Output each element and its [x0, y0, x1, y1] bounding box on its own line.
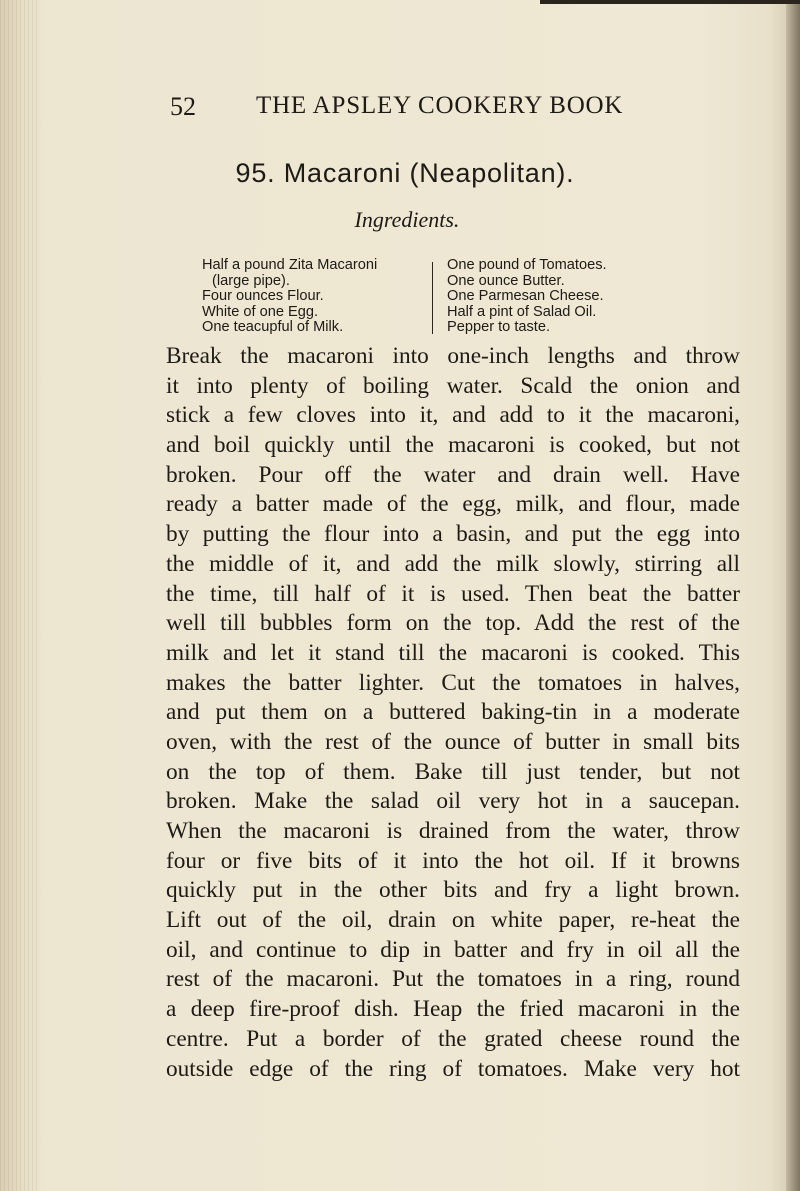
method-line: milk and let it stand till the macaroni is cooked. This	[166, 639, 740, 666]
method-line: the middle of it, and add the milk slowly, stirring all	[166, 550, 740, 577]
method-line: a deep fire-proof dish. Heap the fried macaroni in the	[166, 996, 740, 1023]
ingredients-heading: Ingredients.	[354, 207, 460, 232]
ingredient-item: White of one Egg.	[202, 303, 319, 320]
method-line: oven, with the rest of the ounce of butter in small bits	[166, 728, 740, 755]
page-number: 52	[170, 92, 196, 121]
ingredient-item: One teacupful of Milk.	[202, 319, 344, 336]
method-line: When the macaroni is drained from the water, throw	[166, 818, 740, 844]
method-line: broken. Make the salad oil very hot in a saucepan.	[166, 788, 740, 815]
ingredient-item: One pound of Tomatoes.	[447, 257, 607, 273]
method-line: it into plenty of boiling water. Scald the onion and	[166, 372, 740, 399]
method-line: quickly put in the other bits and fry a light brown.	[166, 877, 740, 904]
ingredient-item: Four ounces Flour.	[202, 288, 324, 305]
method-line: four or five bits of it into the hot oil. If it browns	[166, 847, 740, 874]
book-title: THE APSLEY COOKERY BOOK	[256, 92, 624, 119]
ingredients-right-column	[447, 258, 607, 336]
method-line: outside edge of the ring of tomatoes. Make very hot	[166, 1055, 740, 1082]
method-line: rest of the macaroni. Put the tomatoes in a ring, round	[166, 966, 740, 993]
method-line: by putting the flour into a basin, and put the egg into	[166, 521, 740, 548]
method-line: ready a batter made of the egg, milk, and flour, made	[166, 491, 740, 518]
top-rule	[540, 0, 800, 4]
method-line: Break the macaroni into one-inch lengths and throw	[166, 343, 740, 369]
method-paragraph	[166, 342, 746, 1084]
running-head	[170, 92, 670, 122]
recipe-title: 95. Macaroni (Neapolitan).	[235, 158, 575, 188]
method-line: on the top of them. Bake till just tender, but not	[166, 758, 740, 785]
method-line: broken. Pour off the water and drain well. Have	[166, 461, 740, 488]
ingredient-item: (large pipe).	[212, 272, 290, 289]
ingredient-item: One Parmesan Cheese.	[447, 288, 604, 305]
ingredient-item: Half a pint of Salad Oil.	[447, 303, 597, 320]
ingredient-item: One ounce Butter.	[447, 272, 565, 289]
method-line: stick a few cloves into it, and add to it the macaroni,	[166, 402, 740, 429]
method-line: oil, and continue to dip in batter and fry in oil all the	[166, 936, 740, 963]
ingredients-divider	[432, 262, 433, 334]
method-line: and boil quickly until the macaroni is cooked, but not	[166, 432, 740, 459]
method-line: the time, till half of it is used. Then beat the batter	[166, 580, 740, 607]
ingredient-item: Pepper to taste.	[447, 319, 551, 336]
ingredient-item: Half a pound Zita Macaroni	[202, 257, 378, 273]
method-line: centre. Put a border of the grated cheese round the	[166, 1025, 740, 1052]
ingredients-left-column	[202, 258, 377, 336]
method-line: well till bubbles form on the top. Add the rest of the	[166, 610, 740, 637]
ingredients-list	[202, 258, 722, 336]
method-line: and put them on a buttered baking-tin in a moderate	[166, 699, 740, 726]
method-line: makes the batter lighter. Cut the tomatoes in halves,	[166, 669, 740, 696]
method-line: Lift out of the oil, drain on white paper, re-heat the	[166, 907, 740, 934]
